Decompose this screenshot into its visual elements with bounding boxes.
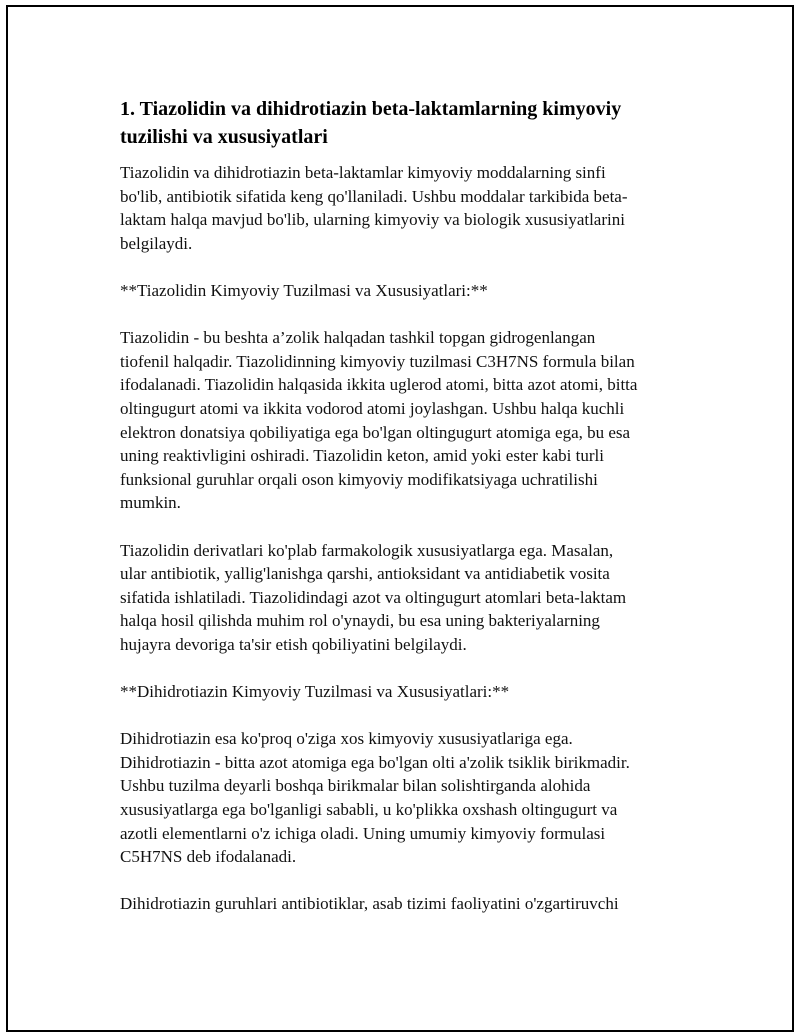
title-line: tuzilishi va xususiyatlari [120, 126, 328, 148]
paragraph-dihidrotiazin-groups [120, 892, 690, 916]
document-content [120, 95, 690, 916]
paragraph-tiazolidin-derivatives [120, 539, 690, 657]
text-line: belgilaydi. [120, 233, 193, 253]
text-line: Ushbu tuzilma deyarli boshqa birikmalar bilan solishtirganda alohida [120, 776, 591, 796]
text-line: Tiazolidin - bu beshta a’zolik halqadan tashkil topgan gidrogenlangan [120, 328, 596, 348]
text-line: halqa hosil qilishda muhim rol o'ynaydi, bu esa uning bakteriyalarning [120, 611, 600, 631]
text-line: uning reaktivligini oshiradi. Tiazolidin keton, amid yoki ester kabi turli [120, 446, 604, 466]
text-line: mumkin. [120, 493, 181, 513]
text-line: **Tiazolidin Kimyoviy Tuzilmasi va Xususiyatlari:** [120, 280, 488, 300]
text-line: Dihidrotiazin - bitta azot atomiga ega bo'lgan olti a'zolik tsiklik birikmadir. [120, 752, 630, 772]
paragraph-intro [120, 161, 690, 255]
text-line: **Dihidrotiazin Kimyoviy Tuzilmasi va Xususiyatlari:** [120, 682, 510, 702]
document-page [6, 5, 794, 1032]
text-line: oltingugurt atomi va ikkita vodorod atomi joylashgan. Ushbu halqa kuchli [120, 398, 625, 418]
text-line: Dihidrotiazin guruhlari antibiotiklar, asab tizimi faoliyatini o'zgartiruvchi [120, 894, 619, 914]
paragraph-dihidrotiazin-structure [120, 727, 690, 869]
text-line: sifatida ishlatiladi. Tiazolidindagi azot va oltingugurt atomlari beta-laktam [120, 587, 627, 607]
text-line: hujayra devoriga ta'sir etish qobiliyatini belgilaydi. [120, 634, 467, 654]
paragraph-tiazolidin-structure [120, 326, 690, 515]
section-heading-dihidrotiazin [120, 680, 690, 704]
text-line: Dihidrotiazin esa ko'proq o'ziga xos kimyoviy xususiyatlariga ega. [120, 729, 573, 749]
document-title [120, 95, 690, 151]
title-line: 1. Tiazolidin va dihidrotiazin beta-laktamlarning kimyoviy [120, 98, 622, 120]
text-line: azotli elementlarni o'z ichiga oladi. Uning umumiy kimyoviy formulasi [120, 823, 606, 843]
text-line: Tiazolidin derivatlari ko'plab farmakologik xususiyatlarga ega. Masalan, [120, 540, 614, 560]
text-line: ifodalanadi. Tiazolidin halqasida ikkita uglerod atomi, bitta azot atomi, bitta [120, 375, 638, 395]
text-line: xususiyatlarga ega bo'lganligi sababli, u ko'plikka oxshash oltingugurt va [120, 800, 618, 820]
text-line: elektron donatsiya qobiliyatiga ega bo'lgan oltingugurt atomiga ega, bu esa [120, 422, 631, 442]
text-line: funksional guruhlar orqali oson kimyoviy modifikatsiyaga uchratilishi [120, 469, 598, 489]
text-line: ular antibiotik, yallig'lanishga qarshi, antioksidant va antidiabetik vosita [120, 564, 610, 584]
text-line: Tiazolidin va dihidrotiazin beta-laktamlar kimyoviy moddalarning sinfi [120, 163, 606, 182]
text-line: tiofenil halqadir. Tiazolidinning kimyoviy tuzilmasi C3H7NS formula bilan [120, 351, 635, 371]
section-heading-tiazolidin [120, 279, 690, 303]
text-line: bo'lib, antibiotik sifatida keng qo'llaniladi. Ushbu moddalar tarkibida beta- [120, 186, 628, 206]
text-line: C5H7NS deb ifodalanadi. [120, 847, 297, 867]
text-line: laktam halqa mavjud bo'lib, ularning kimyoviy va biologik xususiyatlarini [120, 210, 625, 230]
